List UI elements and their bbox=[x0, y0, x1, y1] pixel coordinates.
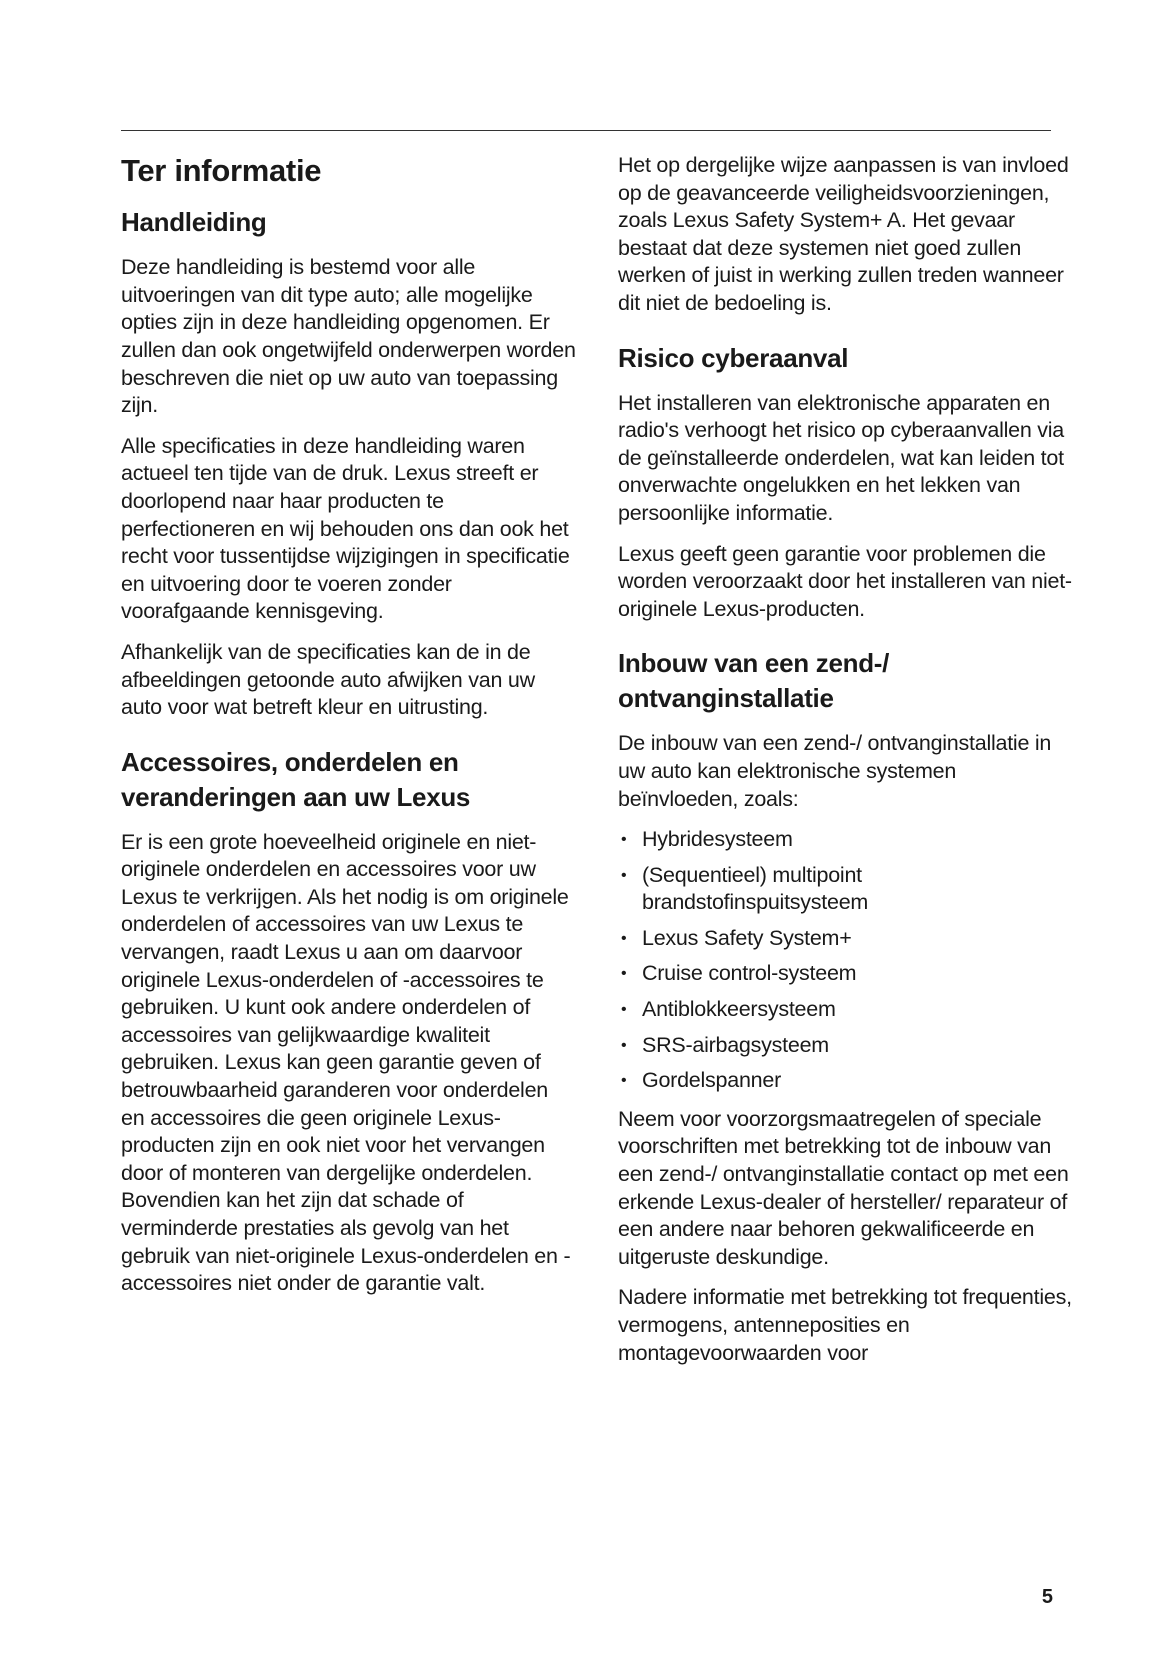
paragraph: De inbouw van een zend-/ ontvanginstallatie in uw auto kan elektronische systemen beïnvloeden, zoals: bbox=[618, 731, 1052, 811]
paragraph: Nadere informatie met betrekking tot frequenties, vermogens, antenneposities en montagevoorwaarden voor bbox=[618, 1285, 1072, 1365]
paragraph: Het op dergelijke wijze aanpassen is van invloed op de geavanceerde veiligheidsvoorzieningen, zoals Lexus Safety System+ A. Het gevaar bestaat dat deze systemen niet goed zullen werken of juist in werking zullen treden wanneer dit niet de bedoeling is. bbox=[618, 153, 1069, 315]
list-item: • Antiblokkeersysteem bbox=[618, 996, 1073, 1024]
page-title: Ter informatie bbox=[121, 153, 322, 188]
heading-risico: Risico cyberaanval bbox=[618, 342, 849, 373]
heading-inbouw: Inbouw van een zend-/ ontvanginstallatie bbox=[618, 648, 890, 714]
list-item: • SRS-airbagsysteem bbox=[618, 1032, 1073, 1060]
heading-handleiding: Handleiding bbox=[121, 207, 267, 238]
paragraph: Neem voor voorzorgsmaatregelen of speciale voorschriften met betrekking tot de inbouw van een zend-/ ontvanginstallatie contact op met een erkende Lexus-dealer of hersteller/ reparateur of een andere naar behoren gekwalificeerde en uitgeruste deskundige. bbox=[618, 1106, 1069, 1269]
paragraph: Afhankelijk van de specificaties kan de in de afbeeldingen getoonde auto afwijken van uw auto voor wat betreft kleur en uitrusting. bbox=[121, 639, 535, 720]
list-item: • (Sequentieel) multipoint brandstofinspuitsysteem bbox=[618, 862, 1073, 917]
list-item: • Cruise control-systeem bbox=[618, 960, 1073, 988]
heading-accessoires: Accessoires, onderdelen en veranderingen aan uw Lexus bbox=[121, 746, 471, 812]
paragraph: Alle specificaties in deze handleiding waren actueel ten tijde van de druk. Lexus streeft er doorlopend naar haar producten te perfectioneren en wij behouden ons dan ook het recht voor tussentijdse wijzigingen in specificatie en uitvoering door te voeren zonder voorafgaande kennisgeving. bbox=[121, 433, 570, 624]
page-number: 5 bbox=[1041, 1586, 1053, 1608]
paragraph: Deze handleiding is bestemd voor alle uitvoeringen van dit type auto; alle mogelijke opties zijn in deze handleiding opgenomen. Er zullen dan ook ongetwijfeld onderwerpen worden beschreven die niet op uw auto van toepassing zijn. bbox=[121, 255, 576, 418]
paragraph: Er is een grote hoeveelheid originele en niet-originele onderdelen en accessoires voor uw Lexus te verkrijgen. Als het nodig is om originele onderdelen of accessoires van uw Lexus te vervangen, raadt Lexus u aan om daarvoor originele Lexus-onderdelen of -accessoires te gebruiken. U kunt ook andere onderdelen of accessoires van gelijkwaardige kwaliteit gebruiken. Lexus kan geen garantie geven of betrouwbaarheid garanderen voor onderdelen en accessoires die geen originele Lexus-producten zijn en ook niet voor het vervangen door of monteren van dergelijke onderdelen. Bovendien kan het zijn dat schade of verminderde prestaties als gevolg van het gebruik van niet-originele Lexus-onderdelen en -accessoires niet onder de garantie valt. bbox=[121, 829, 571, 1296]
paragraph: Lexus geeft geen garantie voor problemen die worden veroorzaakt door het installeren van niet-originele Lexus-producten. bbox=[618, 541, 1072, 621]
left-column bbox=[121, 130, 576, 1311]
system-list bbox=[618, 826, 1073, 1095]
paragraph: Het installeren van elektronische apparaten en radio's verhoogt het risico op cyberaanvallen via de geïnstalleerde onderdelen, wat kan leiden tot onverwachte ongelukken en het lekken van persoonlijke informatie. bbox=[618, 390, 1065, 525]
list-item: • Lexus Safety System+ bbox=[618, 925, 1073, 953]
list-item: • Hybridesysteem bbox=[618, 826, 1073, 854]
right-column bbox=[618, 152, 1073, 1380]
list-item: • Gordelspanner bbox=[618, 1067, 1073, 1095]
